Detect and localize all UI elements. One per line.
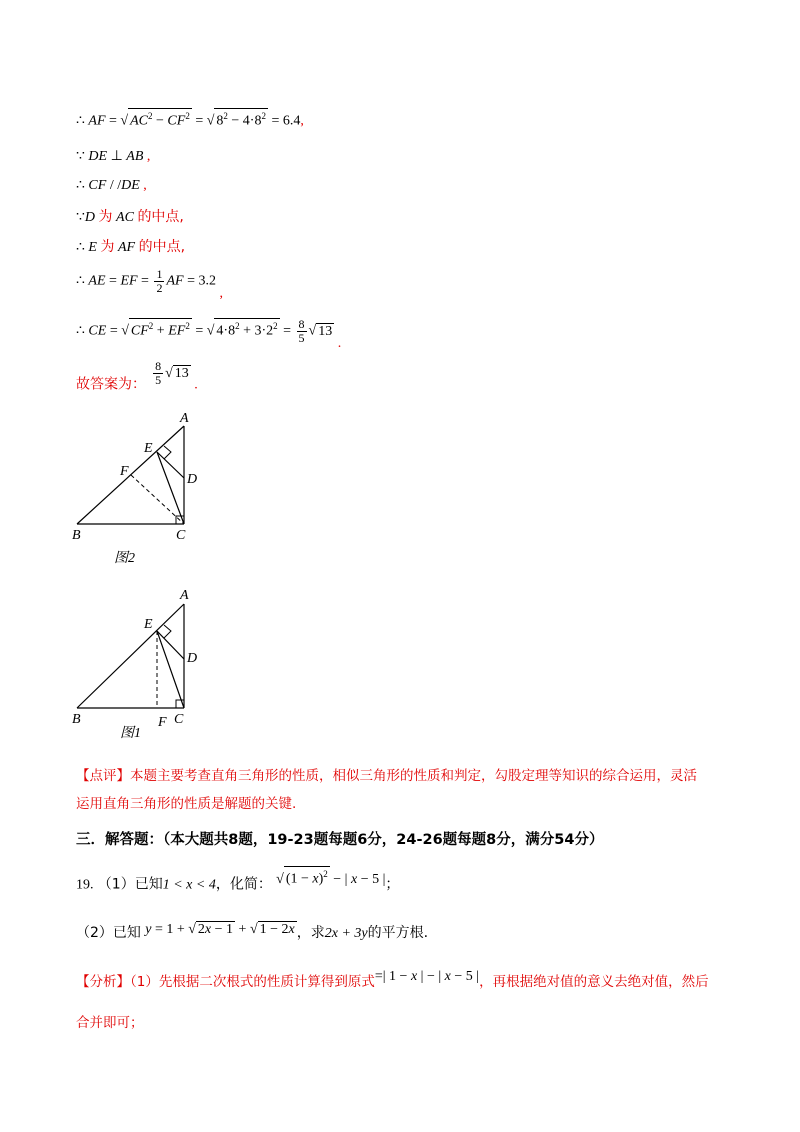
- segment-ed: [157, 452, 184, 478]
- comment-block: [76, 762, 697, 818]
- line-af: ∴ AF = √ $AC^2 - CF^2$ = √ $8^2 - 4\cdot 8^2 = 6.4$,: [76, 108, 304, 130]
- label-e: E: [144, 441, 153, 456]
- figure-1-caption: 图1: [120, 726, 141, 741]
- segment-ed: [157, 631, 184, 659]
- segment-ec: [157, 452, 184, 524]
- q19-part1: 19. （1）已知1 < x < 4，化简： √ $(1 - x)^2$ − | x − 5 |；: [76, 872, 399, 894]
- figure-2: [60, 405, 220, 580]
- label-c: C: [176, 528, 186, 543]
- answer-line: 故答案为： $\frac{8}{5}$ √ 13 .: [76, 359, 198, 393]
- q19-part1-mid: ，化简：: [215, 876, 272, 893]
- analysis-tag: 【分析】: [76, 974, 130, 990]
- comment-line-1: 本题主要考查直角三角形的性质，相似三角形的性质和判定，勾股定理等知识的综合运用，灵活: [130, 768, 697, 784]
- q19-number: 19.: [76, 877, 94, 893]
- analysis-line-2: 合并即可；: [76, 1015, 144, 1031]
- label-f: F: [158, 715, 167, 730]
- line-d-mid: ∵D 为 AC 的中点,: [76, 209, 184, 225]
- analysis-line-1a: （1）先根据二次根式的性质计算得到原式: [130, 974, 375, 990]
- q19-part2-mid: ，求: [296, 925, 325, 941]
- right-angle-e: [164, 625, 171, 638]
- label-d: D: [187, 651, 198, 666]
- comment-tag: 【点评】: [76, 768, 130, 784]
- label-b: B: [72, 528, 81, 543]
- q19-part1-condition: 1 < x < 4: [162, 877, 216, 893]
- figure-2-caption: 图2: [114, 551, 135, 566]
- label-e: E: [144, 617, 153, 632]
- section-heading: 三．解答题：（本大题共8题，19-23题每题6分，24-26题每题8分，满分54分）: [76, 832, 604, 848]
- figure-1: [60, 584, 220, 744]
- analysis-block: 【分析】（1）先根据二次根式的性质计算得到原式=| 1 − x | − | x − 5 |，再根据绝对值的意义去绝对值，然后 合并即可；: [76, 968, 709, 1037]
- q19-part2-tail: 的平方根.: [367, 925, 429, 941]
- q19-part2: （2）已知 y = 1 + √ 2x − 1 + √ 1 − 2x ，求2x + 3y的平方根.: [76, 922, 429, 941]
- right-angle-e: [164, 446, 171, 459]
- label-d: D: [187, 472, 198, 487]
- line-e-mid: ∴ E 为 AF 的中点,: [76, 239, 186, 255]
- label-a: A: [180, 588, 189, 603]
- comment-line-2: 运用直角三角形的性质是解题的关键.: [76, 796, 297, 812]
- label-a: A: [180, 411, 189, 426]
- q19-part1-tail: ；: [385, 876, 400, 893]
- line-de-perp-ab: ∵ DE ⊥ AB ,: [76, 149, 151, 164]
- line-ce: ∴ CE = √ $CF^2 + EF^2$ = √ $4\cdot 8^2 + 3\cdot 2^2$ = $\frac{8}{5}$ √ 13 .: [76, 317, 342, 351]
- answer-label: 故答案为：: [76, 376, 146, 393]
- q19-part1-prefix: （1）已知: [97, 876, 163, 893]
- label-b: B: [72, 712, 81, 727]
- q19-part2-prefix: （2）已知: [76, 925, 141, 941]
- label-f: F: [120, 464, 129, 479]
- line-ae-ef: ∴ AE = EF = $\frac{1}{2}$ AF = 3.2 ,: [76, 267, 223, 301]
- segment-ec: [157, 631, 184, 708]
- label-c: C: [174, 712, 184, 727]
- q19-part2-expr: 2x + 3y: [324, 926, 368, 941]
- segment-ba: [77, 604, 184, 708]
- analysis-line-1b: ，再根据绝对值的意义去绝对值，然后: [479, 974, 709, 990]
- line-cf-parallel-de: ∴ CF / /DE ,: [76, 178, 147, 193]
